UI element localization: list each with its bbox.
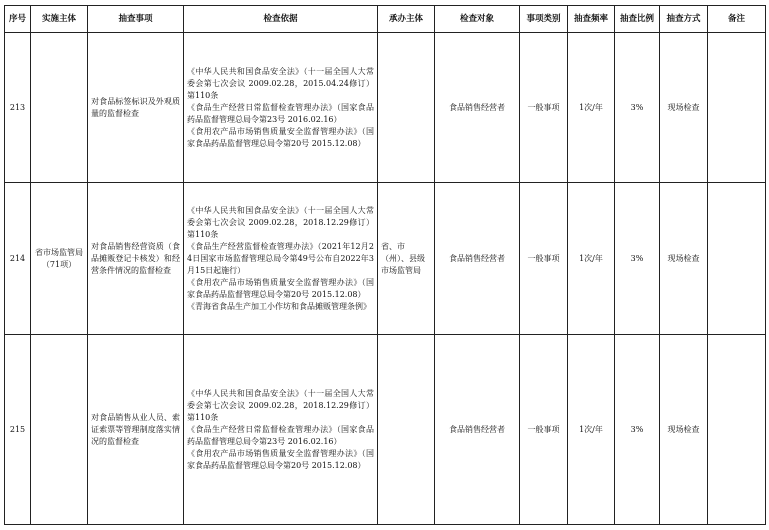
header-handler: 承办主体 [378, 6, 435, 33]
row-item: 对食品销售经营资质（食品摊贩登记卡核发）和经营条件情况的监督检查 [88, 183, 184, 335]
handler-cell: 省、市（州）、县级市场监管局 [378, 183, 435, 335]
basis-line: 《中华人民共和国食品安全法》（十一届全国人大常委会第七次会议 2009.02.28，2015.04.24修订）第110条 [187, 66, 374, 100]
row-no: 213 [5, 33, 31, 183]
basis-line: 《中华人民共和国食品安全法》（十一届全国人大常委会第七次会议 2009.02.28，2018.12.29修订）第110条 [187, 388, 374, 422]
row-frequency: 1次/年 [568, 33, 615, 183]
row-item: 对食品销售从业人员、索证索票等管理制度落实情况的监督检查 [88, 335, 184, 525]
header-row [5, 6, 766, 33]
row-executor [31, 33, 88, 183]
inspection-table [4, 5, 766, 525]
row-method: 现场检查 [660, 335, 708, 525]
row-ratio: 3% [615, 33, 660, 183]
header-basis: 检查依据 [184, 6, 378, 33]
row-no: 214 [5, 183, 31, 335]
row-category: 一般事项 [520, 33, 568, 183]
basis-line: 《食品生产经营日常监督检查管理办法》（国家食品药品监督管理总局令第23号 2016.02.16） [187, 424, 374, 446]
row-target: 食品销售经营者 [435, 33, 520, 183]
table-row [5, 335, 766, 525]
row-target: 食品销售经营者 [435, 335, 520, 525]
row-remark [708, 335, 766, 525]
row-remark [708, 183, 766, 335]
basis-line: 《食品生产经营监督检查管理办法》（2021年12月24日国家市场监督管理总局令第49号公布自2022年3月15日起施行） [187, 241, 374, 275]
row-frequency: 1次/年 [568, 183, 615, 335]
row-item: 对食品标签标识及外观质量的监督检查 [88, 33, 184, 183]
header-executor: 实施主体 [31, 6, 88, 33]
basis-line: 《食用农产品市场销售质量安全监督管理办法》（国家食品药品监督管理总局令第20号 2015.12.08） [187, 448, 374, 470]
basis-line: 《中华人民共和国食品安全法》（十一届全国人大常委会第七次会议 2009.02.28，2018.12.29修订）第110条 [187, 205, 374, 239]
header-target: 检查对象 [435, 6, 520, 33]
row-category: 一般事项 [520, 335, 568, 525]
row-remark [708, 33, 766, 183]
basis-line: 《青海省食品生产加工小作坊和食品摊贩管理条例》 [187, 301, 371, 311]
table-row [5, 183, 766, 335]
header-remark: 备注 [708, 6, 766, 33]
row-basis [184, 183, 378, 335]
header-ratio: 抽查比例 [615, 6, 660, 33]
row-method: 现场检查 [660, 33, 708, 183]
header-no: 序号 [5, 6, 31, 33]
row-target: 食品销售经营者 [435, 183, 520, 335]
row-ratio: 3% [615, 183, 660, 335]
row-handler [378, 33, 435, 183]
table-row [5, 33, 766, 183]
row-no: 215 [5, 335, 31, 525]
header-item: 抽查事项 [88, 6, 184, 33]
row-category: 一般事项 [520, 183, 568, 335]
executor-cell: 省市场监管局（71项） [31, 183, 88, 335]
row-method: 现场检查 [660, 183, 708, 335]
row-frequency: 1次/年 [568, 335, 615, 525]
basis-line: 《食品生产经营日常监督检查管理办法》（国家食品药品监督管理总局令第23号 2016.02.16） [187, 102, 374, 124]
header-frequency: 抽查频率 [568, 6, 615, 33]
row-basis [184, 335, 378, 525]
row-ratio: 3% [615, 335, 660, 525]
basis-line: 《食用农产品市场销售质量安全监督管理办法》（国家食品药品监督管理总局令第20号 2015.12.08） [187, 126, 374, 148]
row-handler [378, 335, 435, 525]
basis-line: 《食用农产品市场销售质量安全监督管理办法》（国家食品药品监督管理总局令第20号 2015.12.08） [187, 277, 374, 299]
header-method: 抽查方式 [660, 6, 708, 33]
row-basis [184, 33, 378, 183]
row-executor [31, 335, 88, 525]
header-category: 事项类别 [520, 6, 568, 33]
